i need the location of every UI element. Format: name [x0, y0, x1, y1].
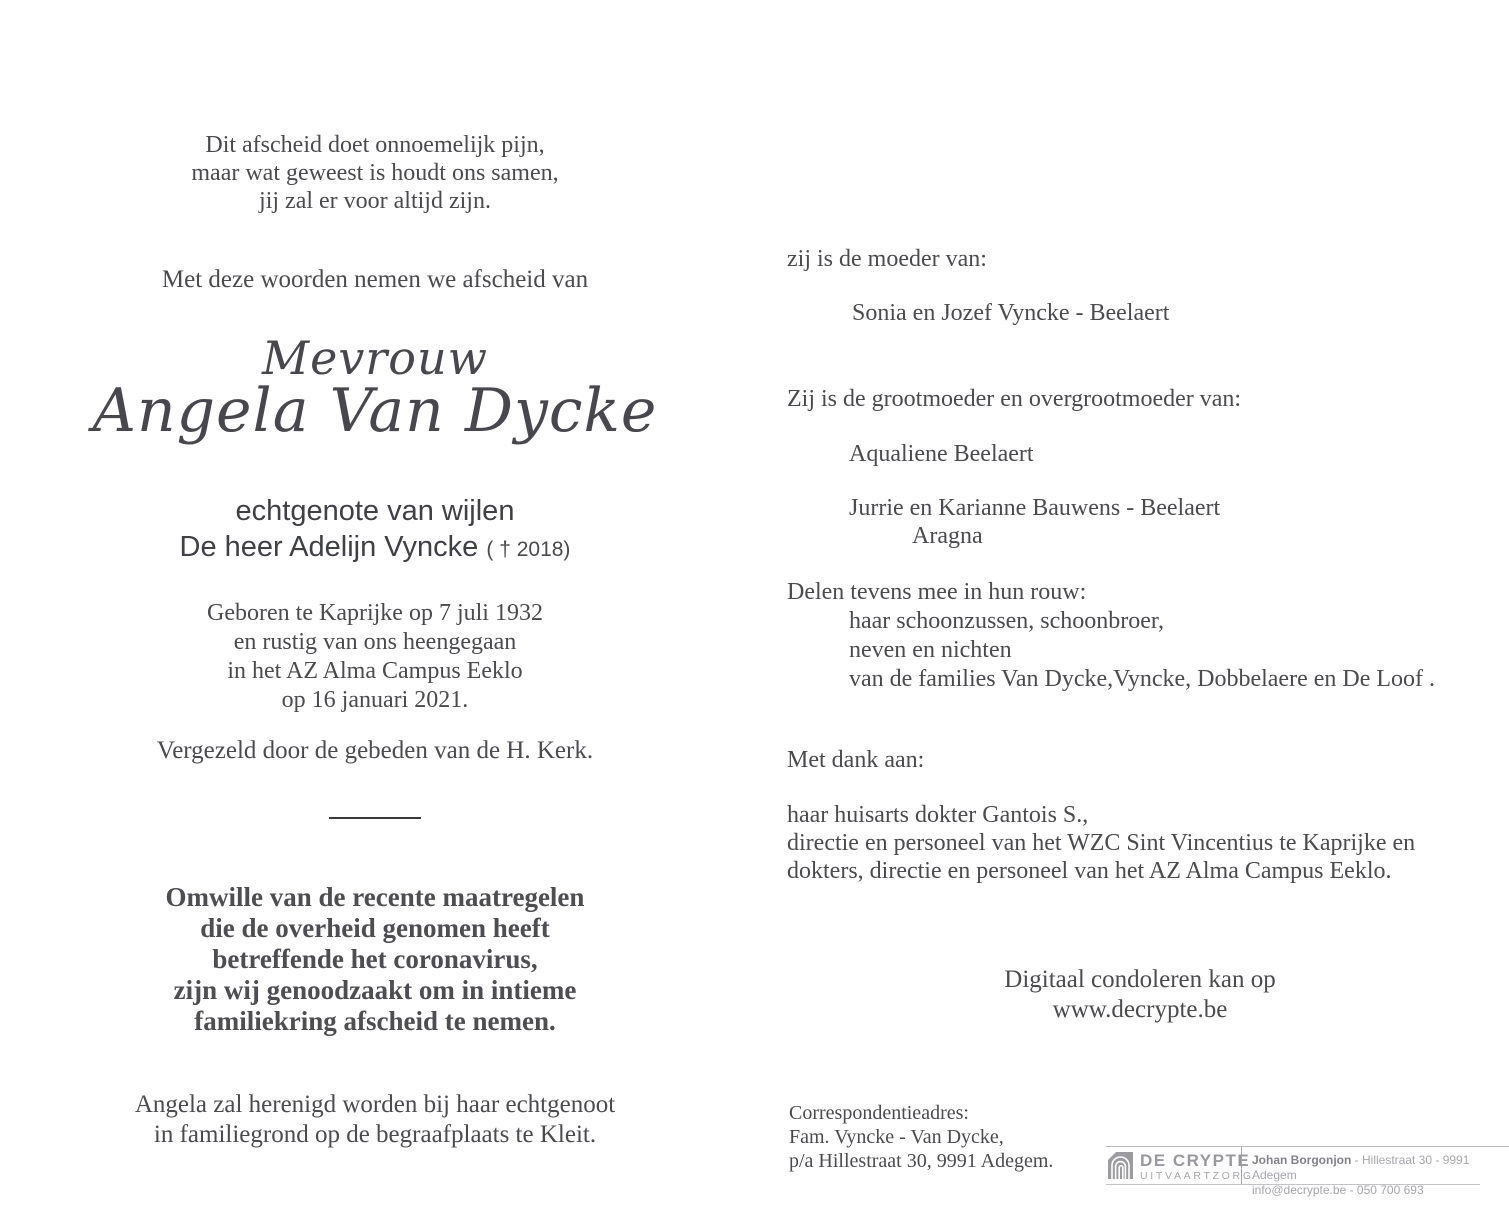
life-dates-block — [120, 599, 630, 715]
burial-note-line: in familiegrond op de begraafplaats te Kleit. — [153, 1121, 597, 1148]
mourning-line: neven en nichten — [849, 637, 1012, 663]
correspondence-header: Correspondentieadres: — [789, 1102, 969, 1124]
footer-top-rule — [1106, 1146, 1509, 1147]
covid-notice-line: Omwille van de recente maatregelen — [165, 882, 585, 912]
quote-line: Dit afscheid doet onnoemelijk pijn, — [205, 132, 545, 158]
brand-text — [1140, 1152, 1254, 1183]
mourning-line: van de families Van Dycke,Vyncke, Dobbelaere en De Loof . — [849, 666, 1436, 692]
brand-subtitle: UITVAARTZORG — [1140, 1170, 1254, 1182]
correspondence-block — [789, 1101, 1053, 1173]
spouse-line-1: echtgenote van wijlen — [235, 495, 515, 527]
spouse-line-2 — [120, 529, 630, 568]
mourning-section-lines — [849, 607, 1435, 694]
deceased-name: Angela Van Dycke — [92, 376, 658, 446]
crypt-arch-icon — [1108, 1152, 1133, 1184]
covid-notice — [120, 882, 630, 1037]
great-grandchild-name: Aragna — [912, 523, 983, 549]
life-dates-line: in het AZ Alma Campus Eeklo — [227, 658, 523, 684]
brand-name: DE CRYPTE — [1140, 1151, 1251, 1170]
correspondence-line: p/a Hillestraat 30, 9991 Adegem. — [789, 1150, 1054, 1172]
burial-note-line: Angela zal herenigd worden bij haar echtgenoot — [134, 1091, 616, 1118]
quote-line: maar wat geweest is houdt ons samen, — [191, 160, 559, 186]
burial-note — [90, 1090, 660, 1150]
intro-line: Met deze woorden nemen we afscheid van — [161, 266, 589, 293]
thanks-line: dokters, directie en personeel van het AZ Alma Campus Eeklo. — [787, 858, 1392, 884]
mother-section-child: Sonia en Jozef Vyncke - Beelaert — [852, 300, 1170, 326]
mother-section-header: zij is de moeder van: — [787, 246, 987, 272]
salutation: Mevrouw — [262, 331, 488, 385]
spouse-block — [120, 493, 630, 568]
spouse-death-note: ( † 2018) — [486, 538, 571, 561]
condolence-website: www.decrypte.be — [1052, 996, 1228, 1023]
correspondence-line: Fam. Vyncke - Van Dycke, — [789, 1126, 1004, 1148]
thanks-line: directie en personeel van het WZC Sint Vincentius te Kaprijke en — [787, 830, 1416, 856]
thanks-section-header: Met dank aan: — [787, 747, 925, 773]
spouse-name: De heer Adelijn Vyncke — [179, 531, 479, 563]
grandchild-name: Jurrie en Karianne Bauwens - Beelaert — [849, 495, 1221, 521]
covid-notice-line: die de overheid genomen heeft — [200, 913, 550, 943]
footer-contact — [1252, 1153, 1509, 1198]
quote-line: jij zal er voor altijd zijn. — [259, 188, 491, 214]
condolence-block — [790, 965, 1490, 1025]
life-dates-line: Geboren te Kaprijke op 7 juli 1932 — [207, 600, 543, 626]
mourning-section-header: Delen tevens mee in hun rouw: — [787, 579, 1087, 605]
contact-person-name: Johan Borgonjon — [1252, 1153, 1352, 1167]
covid-notice-line: betreffende het coronavirus, — [212, 944, 538, 974]
section-divider — [329, 817, 421, 819]
covid-notice-line: zijn wij genoodzaakt om in intieme — [173, 975, 577, 1005]
mourning-line: haar schoonzussen, schoonbroer, — [849, 608, 1164, 634]
covid-notice-line: familiekring afscheid te nemen. — [194, 1006, 556, 1036]
contact-line-2: info@decrypte.be - 050 700 693 — [1252, 1183, 1424, 1197]
condolence-line: Digitaal condoleren kan op — [1004, 966, 1276, 993]
funeral-home-logo — [1108, 1152, 1254, 1184]
contact-address: - Hillestraat 30 - 9991 Adegem — [1252, 1153, 1470, 1182]
opening-quote — [120, 131, 630, 215]
life-dates-line: op 16 januari 2021. — [281, 687, 469, 713]
prayer-line: Vergezeld door de gebeden van de H. Kerk. — [156, 737, 594, 764]
contact-line-1 — [1252, 1153, 1509, 1183]
life-dates-line: en rustig van ons heengegaan — [233, 629, 517, 655]
grandchild-name: Aqualiene Beelaert — [849, 441, 1034, 467]
grandmother-section-header: Zij is de grootmoeder en overgrootmoeder van: — [787, 386, 1242, 412]
thanks-line: haar huisarts dokter Gantois S., — [787, 802, 1089, 828]
thanks-section-lines — [787, 801, 1415, 885]
